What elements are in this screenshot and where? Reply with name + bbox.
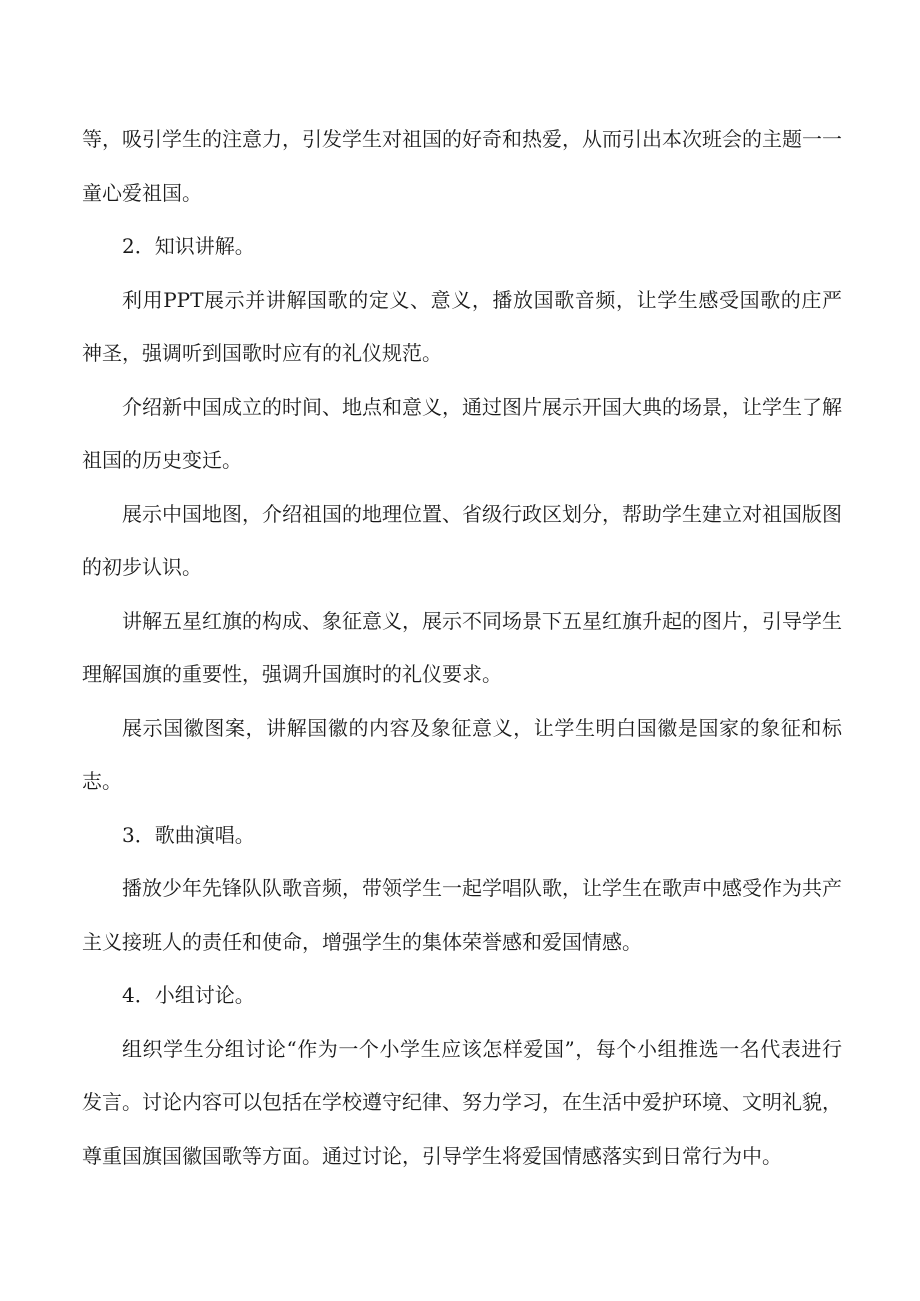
section-heading-discussion: 4．小组讨论。: [122, 983, 255, 1007]
paragraph-intro-continuation: 等，吸引学生的注意力，引发学生对祖国的好奇和热爱，从而引出本次班会的主题一一童心爱祖国。: [82, 127, 842, 205]
paragraph-anthem: 利用PPT展示并讲解国歌的定义、意义，播放国歌音频，让学生感受国歌的庄严神圣，强调听到国歌时应有的礼仪规范。: [82, 287, 842, 365]
section-heading-knowledge: 2．知识讲解。: [122, 234, 255, 258]
paragraph-founding: 介绍新中国成立的时间、地点和意义，通过图片展示开国大典的场景，让学生了解祖国的历史变迁。: [82, 394, 842, 472]
section-heading-singing: 3．歌曲演唱。: [122, 822, 255, 847]
paragraph-emblem: 展示国徽图案，讲解国徽的内容及象征意义，让学生明白国徽是国家的象征和标志。: [82, 715, 842, 793]
paragraph-flag: 讲解五星红旗的构成、象征意义，展示不同场景下五星红旗升起的图片，引导学生理解国旗的重要性，强调升国旗时的礼仪要求。: [82, 608, 842, 686]
paragraph-map: 展示中国地图，介绍祖国的地理位置、省级行政区划分，帮助学生建立对祖国版图的初步认识。: [82, 501, 842, 579]
document-body: [82, 113, 842, 1183]
paragraph-pioneer-song: 播放少年先锋队队歌音频，带领学生一起学唱队歌，让学生在歌声中感受作为共产主义接班人的责任和使命，增强学生的集体荣誉感和爱国情感。: [82, 876, 842, 954]
paragraph-group-discussion: 组织学生分组讨论“作为一个小学生应该怎样爱国”，每个小组推选一名代表进行发言。讨论内容可以包括在学校遵守纪律、努力学习，在生活中爱护环境、文明礼貌，尊重国旗国徽国歌等方面。通过讨论，引导学生将爱国情感落实到日常行为中。: [82, 1036, 842, 1168]
